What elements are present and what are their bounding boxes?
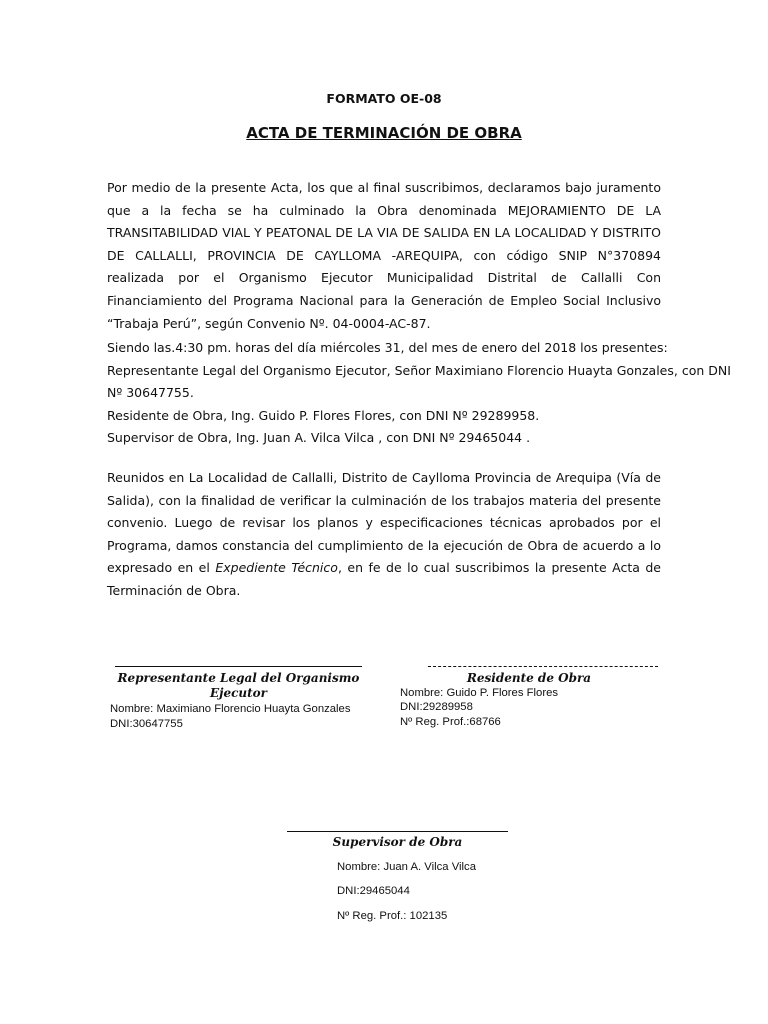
signature-dni: DNI:29465044: [337, 885, 410, 898]
document-title: ACTA DE TERMINACIÓN DE OBRA: [246, 124, 522, 142]
intro-text: Por medio de la presente Acta, los que al final suscribimos, declaramos bajo juramento que a la fecha se ha culminado la Obra denominada MEJORAMIENTO DE LA TRANSITABILIDAD VIAL Y PEATONAL DE LA VIA DE SALIDA EN LA LOCALIDAD Y DISTRITO DE CALLALLI, PROVINCIA DE CAYLLOMA -AREQUIPA, con código SNIP N°370894 realizada por el Organismo Ejecutor Municipalidad Distrital de Callalli Con Financiamiento del Programa Nacional para la Generación de Empleo Social Inclusivo “Trabaja Perú”, según Convenio Nº. 04-0004-AC-87.: [107, 180, 661, 331]
signature-legal-representative: [110, 666, 370, 732]
intro-paragraph: [107, 177, 661, 335]
signature-title: Representante Legal del Organismo Ejecutor: [117, 671, 360, 700]
format-code: FORMATO OE-08: [326, 91, 442, 106]
closing-text-end: , en fe de lo cual suscribimos la presente Acta de Terminación de Obra.: [107, 560, 661, 598]
signature-title: Supervisor de Obra: [332, 835, 463, 849]
attendees-line: Supervisor de Obra, Ing. Juan A. Vilca Vilca , con DNI Nº 29465044 .: [107, 430, 531, 446]
signature-dni: DNI:30647755: [110, 718, 183, 731]
closing-paragraph: [107, 467, 661, 603]
signature-line: [428, 666, 658, 667]
signature-supervisor: [287, 831, 547, 923]
closing-text: Reunidos en La Localidad de Callalli, Distrito de Caylloma Provincia de Arequipa (Vía de Salida), con la finalidad de verificar la culminación de los trabajos materia del presente convenio. Luego de revisar los planos y especificaciones técnicas aprobados por el Programa, damos constancia del cumplimiento de la ejecución de Obra de acuerdo a lo expresado en el: [107, 470, 661, 576]
signature-line: [115, 666, 362, 667]
signature-name: Nombre: Guido P. Flores Flores: [400, 687, 559, 699]
signature-name: Nombre: Juan A. Vilca Vilca: [337, 861, 476, 873]
closing-emphasis: Expediente Técnico: [215, 560, 338, 576]
attendees-line: Siendo las.4:30 pm. horas del día miércoles 31, del mes de enero del 2018 los presentes:: [107, 340, 668, 355]
attendees-line: Representante Legal del Organismo Ejecutor, Señor Maximiano Florencio Huayta Gonzales, con DNI: [107, 362, 731, 378]
signature-line: [287, 831, 508, 832]
signature-reg: Nº Reg. Prof.:68766: [400, 715, 501, 728]
signature-dni: DNI:29289958: [400, 701, 473, 714]
signature-title: Residente de Obra: [466, 671, 592, 685]
attendees-line: Nº 30647755.: [107, 385, 194, 401]
signature-name: Nombre: Maximiano Florencio Huayta Gonzales: [110, 703, 351, 715]
attendees-line: Residente de Obra, Ing. Guido P. Flores Flores, con DNI Nº 29289958.: [107, 407, 540, 423]
signature-resident: [400, 666, 660, 729]
signature-reg: Nº Reg. Prof.: 102135: [337, 909, 448, 922]
attendees-paragraph: [107, 337, 731, 450]
